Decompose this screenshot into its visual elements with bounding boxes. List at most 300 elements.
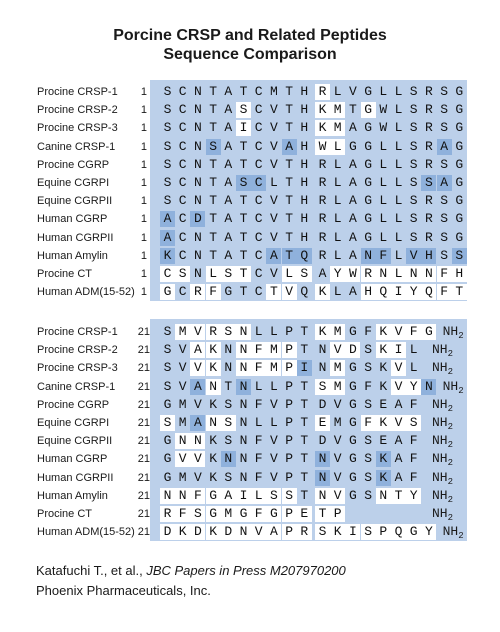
residue-cell: N: [206, 415, 221, 431]
residue-cell: P: [285, 469, 293, 485]
residue-cell: S: [409, 175, 418, 190]
residue-cell: A: [348, 247, 357, 263]
residue-cell: A: [224, 156, 233, 172]
residue-start-number: 21: [137, 526, 150, 539]
residue-cell: W: [379, 120, 388, 136]
residue-cell: T: [236, 266, 251, 282]
company-name: Phoenix Pharmaceuticals, Inc.: [36, 583, 211, 598]
residue-start-number: 1: [140, 286, 147, 299]
residue-cell: L: [394, 102, 403, 118]
residue-cell: N: [193, 102, 202, 118]
residue-cell: R: [424, 156, 433, 172]
sequence-row: [0, 377, 500, 397]
residue-cell: R: [424, 211, 433, 227]
residue-cell: K: [376, 451, 391, 467]
residue-cell: N: [315, 451, 330, 467]
residue-cell: G: [266, 506, 281, 522]
residue-cell: S: [409, 211, 418, 227]
residue-cell: I: [391, 342, 406, 358]
residue-cell: H: [300, 156, 309, 172]
residue-cell: P: [282, 342, 297, 358]
residue-start-number: 21: [137, 417, 150, 429]
residue-cell: T: [391, 488, 406, 504]
residue-cell: A: [224, 175, 233, 190]
residue-cell: V: [178, 378, 187, 394]
residue-cell: M: [330, 120, 345, 136]
residue-cell: H: [300, 229, 309, 245]
residue-cell: F: [206, 284, 221, 300]
residue-cell: V: [269, 156, 278, 172]
residue-cell: S: [236, 175, 251, 191]
residue-cell: L: [394, 120, 403, 136]
residue-cell: G: [206, 506, 221, 522]
residue-cell: A: [221, 488, 236, 504]
residue-cell: T: [300, 469, 309, 485]
residue-cell: F: [364, 324, 372, 339]
residue-cell: D: [190, 211, 205, 227]
residue-cell: S: [163, 84, 172, 99]
residue-cell: F: [254, 451, 263, 467]
residue-cell: G: [348, 451, 357, 467]
residue-cell: R: [361, 266, 376, 282]
residue-cell: A: [224, 247, 233, 263]
peptide-name: Equine CGRPII: [37, 435, 113, 448]
sequence-row: [0, 431, 500, 451]
residue-cell: T: [209, 229, 217, 245]
residue-cell: G: [348, 324, 357, 339]
residue-cell: H: [421, 248, 436, 264]
residue-cell: G: [160, 284, 175, 300]
residue-cell: K: [376, 415, 391, 431]
residue-start-number: 1: [140, 122, 147, 135]
residue-cell: V: [269, 138, 278, 154]
residue-cell: L: [333, 156, 342, 172]
residue-cell: F: [364, 378, 372, 394]
residue-cell: Y: [330, 266, 345, 282]
residue-cell: N: [361, 248, 376, 264]
residue-cell: F: [251, 506, 266, 522]
residue-cell: G: [455, 156, 464, 172]
residue-cell: S: [440, 120, 448, 136]
residue-cell: R: [318, 175, 327, 190]
residue-cell: S: [440, 156, 448, 172]
residue-cell: C: [254, 193, 263, 209]
residue-cell: G: [364, 120, 372, 136]
residue-cell: F: [376, 248, 391, 264]
residue-cell: N: [236, 342, 251, 358]
residue-cell: L: [254, 415, 263, 430]
residue-cell: T: [300, 451, 309, 467]
residue-cell: T: [300, 433, 309, 449]
residue-start-number: 21: [137, 398, 150, 411]
residue-cell: T: [300, 378, 309, 394]
residue-cell: M: [266, 342, 281, 358]
residue-cell: A: [394, 433, 403, 449]
residue-cell: V: [391, 415, 406, 431]
peptide-name: Procine CT: [37, 508, 93, 520]
residue-cell: F: [251, 360, 266, 376]
residue-cell: G: [364, 175, 372, 190]
residue-cell: F: [437, 284, 452, 300]
residue-cell: S: [163, 102, 172, 118]
residue-start-number: 1: [140, 213, 147, 226]
residue-cell: T: [239, 284, 248, 300]
residue-cell: E: [379, 433, 388, 449]
residue-cell: C: [160, 266, 175, 282]
residue-cell: R: [424, 102, 433, 118]
residue-cell: V: [391, 379, 406, 395]
peptide-name: Procine CGRP: [37, 398, 110, 411]
residue-cell: F: [406, 324, 421, 340]
amide-terminus-label: $NH_2$: [432, 396, 454, 414]
sequence-row: [0, 522, 500, 542]
amide-terminus-label: $NH_2$: [432, 360, 454, 378]
sequence-row: [0, 118, 500, 138]
peptide-name: Procine CT: [37, 268, 93, 280]
residue-cell: N: [224, 342, 233, 358]
residue-cell: L: [333, 211, 342, 227]
residue-cell: V: [269, 469, 278, 485]
residue-cell: L: [379, 229, 388, 245]
residue-cell: T: [209, 102, 217, 118]
residue-cell: A: [318, 266, 327, 281]
residue-cell: S: [224, 433, 233, 449]
residue-cell: A: [266, 524, 281, 540]
residue-cell: S: [409, 138, 418, 154]
residue-cell: S: [221, 415, 236, 431]
residue-cell: T: [209, 175, 217, 190]
residue-cell: N: [239, 433, 248, 449]
residue-cell: E: [297, 506, 312, 522]
residue-cell: A: [394, 469, 403, 485]
residue-cell: S: [163, 120, 172, 136]
residue-cell: R: [424, 229, 433, 245]
residue-cell: D: [318, 433, 327, 449]
residue-cell: N: [239, 415, 248, 430]
citation: [36, 563, 346, 579]
residue-cell: M: [333, 415, 342, 430]
residue-cell: C: [254, 138, 263, 154]
residue-cell: G: [455, 84, 464, 99]
residue-cell: P: [376, 524, 391, 540]
residue-cell: G: [364, 156, 372, 172]
residue-cell: A: [190, 342, 205, 358]
peptide-name: Human Amylin: [37, 249, 108, 262]
sequence-row: [0, 246, 500, 266]
residue-cell: N: [160, 488, 175, 504]
residue-cell: D: [345, 342, 360, 358]
sequence-row: [0, 137, 500, 157]
residue-cell: C: [254, 284, 263, 300]
residue-cell: K: [379, 378, 388, 394]
residue-cell: L: [409, 360, 418, 376]
residue-cell: C: [254, 120, 263, 136]
residue-cell: A: [394, 396, 403, 412]
residue-cell: A: [266, 248, 281, 264]
residue-cell: G: [348, 487, 357, 503]
residue-cell: G: [236, 506, 251, 522]
residue-cell: N: [193, 229, 202, 245]
residue-cell: R: [190, 284, 205, 300]
amide-terminus-label: $NH_2$: [432, 342, 454, 360]
residue-cell: R: [206, 324, 221, 340]
residue-cell: C: [254, 156, 263, 172]
residue-cell: G: [163, 469, 172, 485]
residue-cell: G: [348, 396, 357, 412]
residue-cell: S: [361, 524, 376, 540]
residue-cell: T: [239, 229, 248, 245]
residue-cell: N: [175, 433, 190, 449]
residue-start-number: 1: [140, 140, 147, 153]
residue-cell: N: [193, 156, 202, 172]
residue-cell: K: [206, 342, 221, 358]
residue-cell: N: [236, 324, 251, 340]
residue-cell: S: [409, 156, 418, 172]
amide-terminus-label: $NH_2$: [442, 378, 464, 396]
residue-cell: R: [318, 229, 327, 245]
residue-cell: T: [285, 156, 293, 172]
residue-cell: S: [409, 84, 418, 99]
residue-cell: V: [269, 451, 278, 467]
residue-cell: T: [239, 138, 248, 154]
residue-cell: P: [285, 433, 293, 449]
residue-cell: V: [330, 488, 345, 504]
residue-cell: I: [297, 360, 312, 376]
sequence-row: [0, 413, 500, 433]
residue-cell: V: [406, 248, 421, 264]
residue-cell: G: [348, 138, 357, 154]
residue-cell: T: [239, 247, 248, 263]
residue-cell: H: [300, 193, 309, 209]
residue-cell: S: [221, 266, 236, 282]
residue-cell: S: [221, 324, 236, 340]
residue-cell: G: [348, 378, 357, 394]
residue-cell: Q: [391, 524, 406, 540]
residue-cell: M: [330, 360, 345, 376]
residue-cell: V: [269, 193, 278, 209]
residue-cell: D: [318, 396, 327, 412]
residue-cell: N: [224, 360, 233, 376]
residue-cell: A: [160, 211, 175, 227]
residue-cell: G: [348, 469, 357, 485]
amide-terminus-label: $NH_2$: [432, 415, 454, 432]
residue-cell: M: [178, 415, 187, 430]
residue-cell: R: [424, 84, 433, 99]
sequence-row: [0, 173, 500, 193]
residue-cell: A: [348, 156, 357, 172]
residue-cell: K: [209, 433, 217, 449]
residue-cell: C: [178, 284, 187, 300]
residue-cell: R: [424, 193, 433, 209]
residue-cell: L: [379, 138, 388, 154]
residue-cell: C: [178, 211, 187, 227]
residue-cell: D: [190, 524, 205, 540]
residue-cell: P: [330, 506, 345, 522]
residue-cell: C: [178, 193, 187, 209]
residue-cell: G: [224, 284, 233, 300]
residue-cell: I: [345, 524, 360, 540]
residue-cell: S: [440, 193, 448, 209]
residue-cell: K: [315, 120, 330, 136]
residue-cell: L: [394, 211, 403, 227]
residue-cell: N: [376, 488, 391, 504]
residue-cell: K: [315, 324, 330, 340]
residue-start-number: 1: [140, 268, 147, 280]
residue-cell: C: [254, 229, 263, 245]
amide-terminus-label: $NH_2$: [432, 487, 454, 505]
residue-cell: S: [163, 193, 172, 209]
residue-cell: G: [364, 229, 372, 245]
residue-cell: M: [330, 102, 345, 118]
residue-cell: G: [364, 193, 372, 209]
residue-cell: L: [330, 139, 345, 155]
peptide-name: Human ADM(15-52): [37, 526, 135, 539]
amide-terminus-label: $NH_2$: [432, 451, 454, 469]
residue-cell: L: [394, 138, 403, 154]
sequence-row: [0, 449, 500, 469]
residue-cell: A: [224, 193, 233, 209]
residue-cell: V: [348, 84, 357, 99]
residue-cell: V: [269, 266, 278, 281]
residue-cell: L: [379, 84, 388, 99]
residue-cell: P: [285, 324, 293, 339]
residue-cell: G: [364, 138, 372, 154]
residue-cell: H: [300, 138, 309, 154]
residue-cell: L: [379, 193, 388, 209]
sequence-row: [0, 209, 500, 229]
residue-cell: A: [348, 175, 357, 190]
sequence-row: [0, 322, 500, 342]
figure-title-line-2: Sequence Comparison: [163, 46, 337, 63]
residue-cell: N: [315, 470, 330, 486]
peptide-name: Procine CRSP-1: [37, 86, 118, 98]
residue-start-number: 21: [137, 508, 150, 520]
residue-cell: S: [364, 360, 372, 376]
residue-cell: G: [206, 488, 221, 504]
residue-cell: Q: [297, 248, 312, 264]
residue-cell: R: [318, 193, 327, 209]
residue-cell: H: [300, 120, 309, 136]
residue-cell: E: [315, 415, 330, 431]
residue-cell: P: [282, 506, 297, 522]
residue-cell: L: [282, 266, 297, 282]
residue-cell: K: [206, 360, 221, 376]
residue-cell: L: [333, 229, 342, 245]
residue-start-number: 21: [137, 453, 150, 466]
residue-cell: G: [455, 138, 464, 154]
residue-cell: F: [251, 342, 266, 358]
residue-cell: N: [239, 451, 248, 467]
residue-start-number: 1: [140, 104, 147, 117]
residue-cell: S: [364, 469, 372, 485]
residue-cell: C: [254, 84, 263, 99]
residue-cell: F: [409, 433, 418, 449]
residue-cell: L: [394, 156, 403, 172]
residue-cell: S: [440, 247, 448, 263]
residue-cell: T: [285, 175, 293, 190]
residue-cell: V: [251, 524, 266, 540]
residue-cell: A: [160, 230, 175, 246]
peptide-name: Human CGRPII: [37, 231, 114, 244]
residue-start-number: 1: [140, 249, 147, 262]
residue-cell: G: [455, 102, 464, 118]
residue-cell: S: [440, 211, 448, 227]
residue-cell: T: [300, 342, 309, 358]
residue-cell: P: [285, 415, 293, 430]
residue-cell: L: [269, 175, 278, 190]
residue-cell: V: [333, 396, 342, 412]
residue-cell: Y: [406, 284, 421, 300]
residue-cell: F: [254, 433, 263, 449]
residue-cell: T: [209, 84, 217, 99]
residue-start-number: 21: [137, 471, 150, 484]
residue-cell: A: [224, 138, 233, 154]
residue-cell: R: [318, 156, 327, 172]
residue-cell: S: [409, 102, 418, 118]
residue-cell: I: [236, 120, 251, 136]
residue-cell: N: [406, 266, 421, 282]
residue-cell: W: [315, 139, 330, 155]
residue-cell: S: [406, 415, 421, 431]
residue-cell: T: [285, 211, 293, 227]
residue-cell: N: [190, 433, 205, 449]
residue-cell: S: [163, 175, 172, 190]
sequence-row: [0, 155, 500, 175]
amide-terminus-label: $NH_2$: [432, 433, 454, 451]
residue-cell: F: [190, 488, 205, 504]
residue-cell: H: [300, 84, 309, 99]
residue-cell: M: [266, 360, 281, 376]
residue-cell: V: [282, 284, 297, 300]
residue-cell: S: [364, 342, 372, 358]
residue-cell: T: [282, 248, 297, 264]
residue-cell: W: [345, 266, 360, 282]
peptide-name: Canine CRSP-1: [37, 380, 116, 393]
peptide-name: Procine CRSP-3: [37, 362, 118, 375]
residue-cell: I: [236, 488, 251, 504]
residue-cell: M: [175, 324, 190, 340]
residue-cell: N: [318, 360, 327, 376]
residue-cell: N: [193, 193, 202, 209]
residue-cell: L: [254, 324, 263, 339]
residue-cell: Q: [300, 284, 309, 300]
residue-cell: R: [160, 506, 175, 522]
residue-start-number: 1: [140, 177, 147, 189]
residue-cell: V: [178, 342, 187, 358]
residue-cell: V: [269, 120, 278, 136]
residue-cell: S: [364, 487, 372, 503]
residue-cell: V: [269, 396, 278, 412]
residue-cell: M: [330, 379, 345, 395]
peptide-name: Equine CGRPII: [37, 195, 113, 208]
residue-cell: L: [251, 488, 266, 504]
residue-cell: N: [193, 84, 202, 99]
residue-cell: G: [455, 120, 464, 136]
residue-cell: V: [190, 360, 205, 376]
residue-cell: T: [452, 284, 467, 300]
residue-cell: T: [285, 229, 293, 245]
residue-cell: V: [190, 324, 205, 340]
residue-cell: S: [440, 84, 448, 99]
residue-cell: M: [269, 84, 278, 99]
residue-start-number: 1: [140, 158, 147, 171]
residue-cell: N: [315, 488, 330, 504]
residue-cell: N: [236, 360, 251, 376]
residue-cell: A: [224, 120, 233, 136]
residue-cell: L: [333, 193, 342, 209]
residue-cell: C: [254, 247, 263, 263]
citation-authors: Katafuchi T., et al.,: [36, 563, 147, 578]
